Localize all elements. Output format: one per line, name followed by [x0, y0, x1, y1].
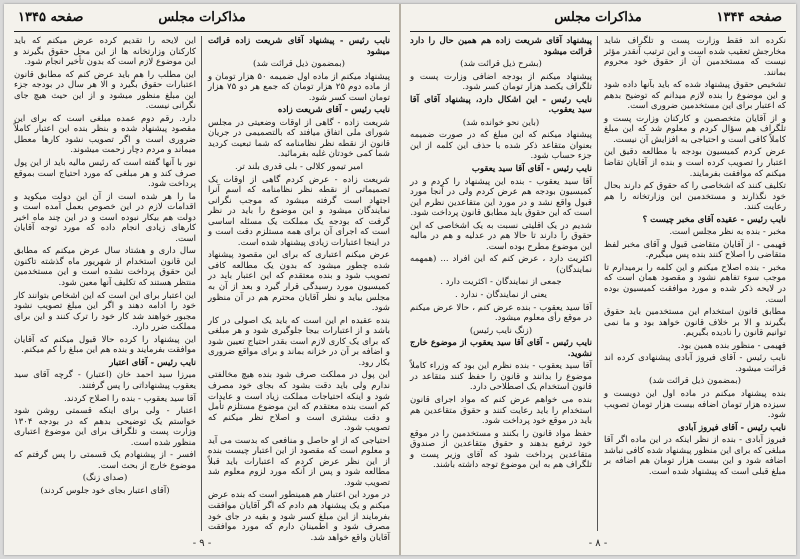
paragraph: فیروز آبادی - بنده از نظر اینکه در این ماده اگر آقا مبلغی که برای این منظور پیشنهاد شده کافی نباشد اضافه شود و این بیست هزار تومان هم اضافه بر مبلغ قبلی است که پیشنهاد شده است.	[604, 435, 786, 477]
centered-note: (بشرح ذیل قرائت شد)	[460, 59, 542, 70]
paragraph: میرزا سید احمد خان (اعتبار) - گرچه آقای سید یعقوب پیشنهاداتی را پس گرفتند.	[14, 370, 196, 391]
paragraph: نور با آنها گفته است که رئیس مالیه باید از این پول صرف کند و هر مبلغی که مورد احتیاج است بموقع پرداخت شود.	[14, 158, 196, 190]
speaker-line: نایب رئیس - آقای آقا سید یعقوب	[471, 164, 592, 175]
paragraph: این مطلب را هم باید عرض کنم که مطابق قانون اعتبارات حقوق بگیرد و الا هر سال در بودجه جزء این مبلغ منظور میشود و از این حیث هیچ جای نگرانی نیست.	[14, 69, 196, 112]
right-page-number-label: صفحه ۱۳۴۴	[716, 10, 782, 25]
paragraph: آقا سید یعقوب - بنده را اصلاح کردند.	[63, 393, 196, 404]
left-page-footer-number: - ۹ -	[192, 538, 212, 549]
paragraph: پیشنهاد میکنم که این مبلغ که در صورت ضمیمه بعنوان متقاعد ذکر شده با حذف این کلمه از این جزء حساب شود.	[410, 130, 592, 162]
paragraph: عرض میکنم اعتباری که برای این مقصود پیشنهاد شده چطور میشود که بدون یک مطالعه کافی تصویب شود و بنده معتقدم که این اعتبار باید در کمیسیون مورد رسیدگی قرار گیرد و بعد از آن به مجلس بیاید و نظر آقایان محترم هم در آن منظور شود.	[208, 250, 390, 314]
paragraph: اکثریت دارد ، عرض کنم که این افراد ... (همهمه نمایندگان)	[410, 254, 592, 275]
paragraph: شریعت زاده - عرض کردم گاهی از اوقات یک تصمیماتی از نقطه نظر نظامنامه که اسم آنرا اجتهاد است گرفته میشود که موجب نگرانی نمایندگان میشود و این موضوع را باید در نظر گرفت که بودجه یک مملکت یک مسئله اساسی است که اجرای آن برای همه مستلزم دقت است و در اینجا اعتبارات زیادی پیشنهاد شده است.	[208, 174, 390, 248]
speaker-line: نایب رئیس - پیشنهاد آقای شریعت زاده قرائت میشود	[208, 36, 390, 57]
paragraph: تکلیف کنند که اشخاصی را که حقوق کم دارند بحال خود نگذارند و مستخدمین این وزارتخانه را هم رعایت کنند.	[604, 181, 786, 213]
centered-note: (بمضمون ذیل قرائت شد)	[649, 376, 741, 387]
paragraph: عرض کردم کمیسیون بودجه با مطالعه دقیق این اعتبار را تصویب کرده است و بنده از آقایان تقاضا میکنم که موافقت بفرمایند.	[604, 147, 786, 179]
speaker-line: نایب رئیس - این اشکال دارد، پیشنهاد آقای آقا سید یعقوب.	[410, 94, 592, 116]
paragraph: ما را هر شده است از آن این دولت میکوید و اقدامات لازم در این خصوص بعمل آمده است و دولت هم بیکار نبوده است و در این چند ماه اخیر کارهای زیادی انجام داده که مورد توجه آقایان است.	[14, 191, 196, 244]
paragraph: بنده می خواهم عرض کنم که مواد اجرای قانون استخدام را باید رعایت کنند و حقوق متقاعدین هم باید در موقع خود پرداخت شود.	[410, 394, 592, 427]
centered-note: (زنگ نایب رئیس)	[469, 325, 533, 336]
left-page-number-label: صفحه ۱۳۴۵	[18, 10, 84, 25]
book-spread	[4, 4, 796, 555]
centered-note: امیر تیمور کلالی - بلی قدری بلند تر.	[235, 162, 363, 173]
paragraph: این اعتبار برای این است که این اشخاص بتوانند کار خود را ادامه دهند و اگر این مبلغ تصویب نشود مجبور خواهند شد کار خود را ترک کنند و این برای مملکت ضرر دارد.	[14, 290, 196, 333]
left-header-rule	[14, 31, 390, 32]
paragraph: این لایحه را تقدیم کرده عرض میکنم که باید کارکنان وزارتخانه ها از این محل حقوق بگیرند و این موضوع لازم است که بدون تأخیر انجام شود.	[14, 36, 196, 68]
left-page-header	[18, 10, 386, 30]
speaker-line: نایب رئیس - آقای شریعت زاده	[277, 105, 390, 116]
paragraph: بنده پیشنهاد میکنم در ماده اول این دویست و سیزده هزار تومان اضافه بیست هزار تومان تصویب شود.	[604, 388, 786, 421]
right-page-left-column	[410, 36, 592, 531]
paragraph: نکرده اند فقط وزارت پست و تلگراف شاید مخارجش تعقیب شده است و این ترتیب آنقدر مؤثر نیست که مستخدمین آن از حقوق خود محروم بمانند.	[604, 36, 786, 78]
speaker-line: نایب رئیس - آقای اعتبار	[109, 357, 196, 368]
paragraph: اعتبار - ولی برای اینکه قسمتی روشن شود خواستم یک توضیحی بدهم که در بودجه ۱۳۰۴ وزارت پست و تلگراف برای این موضوع اعتباری منظور شده است.	[14, 406, 196, 448]
right-page	[400, 4, 796, 555]
left-column-divider	[201, 36, 202, 531]
right-column-divider	[597, 36, 598, 531]
centered-note: (بمضمون ذیل قرائت شد)	[253, 59, 345, 70]
paragraph: فهیمی - از آقایان متقاضی قبول و آقای مخبر لفظ متقاضی را اصلاح کنند بنده پس میگیرم.	[604, 239, 786, 261]
left-page-right-column	[208, 36, 390, 543]
paragraph: آقا سید یعقوب - بنده عرض کنم ، حالا عرض میکنم در موقع رأی معلوم میشود.	[410, 302, 592, 324]
paragraph: آقا سید یعقوب - بنده نظرم این بود که وزراء کاملاً موضوع را بدانند و قانون را حفظ کنند متقاعد در قانون استخدام یک اصطلاحی دارد.	[410, 361, 592, 393]
paragraph: در مورد این اعتبار هم همینطور است که بنده عرض میکنم و یک پیشنهاد هم دادم که اگر آقایان موافقت بفرمایند از این مبلغ کسر شود و بقیه در جای خود مصرف شود و اطمینان دارم که مورد موافقت آقایان واقع خواهد شد.	[208, 490, 390, 543]
centered-note: (باین نحو خوانده شد)	[462, 117, 540, 128]
paragraph: حفظ مواد قانون را بکنند و مستخدمین را در موقع خود ترفیع بدهند و حقوق متقاعدین از صندوق متقاعدین پرداخت شود که آقای وزیر پست و تلگراف هم به این موضوع توجه داشته باشند.	[410, 428, 592, 471]
centered-note: جمعی از نمایندگان - اکثریت دارد .	[440, 277, 562, 288]
right-header-rule	[410, 31, 786, 32]
paragraph: این پیشنهاد را کرده حالا قبول میکنم که آقایان موافقت بفرمایند و بنده هم این مبلغ را کم میکنم.	[14, 334, 196, 356]
paragraph: تشخیص حقوق پیشنهاد شده که باید بآنها داده شود و این موضوع را بنده لازم میدانم که توضیح بدهم که اعتبار برای این مستخدمین ضروری است.	[604, 80, 786, 112]
speaker-line: نایب رئیس - آقای فیروز آبادی	[678, 422, 786, 433]
paragraph: شریعت زاده - گاهی از اوقات وضعیتی در مجلس شورای ملی اتفاق میافتد که بالتصمیمی در جریان قانون از نقطه نظر نظامنامه که شما تبعیت کردید شما کمی خودتان غلبه بفرمائید.	[208, 117, 390, 160]
right-page-footer-number: - ۸ -	[588, 538, 608, 549]
paragraph: مطابق قانون استخدام این مستخدمین باید حقوق بگیرند و الا بر خلاف قانون خواهد بود و ما نمی توانیم قانون را نادیده بگیریم.	[604, 307, 786, 339]
paragraph: پیشنهاد میکنم از بودجه اضافی وزارت پست و تلگراف یکصد هزار تومان کسر شود.	[410, 71, 592, 93]
centered-note: یعنی از نمایندگان - ندارد .	[455, 290, 547, 301]
paragraph: مخبر - بنده به نظر مجلس است.	[669, 227, 786, 238]
left-page	[4, 4, 400, 555]
right-page-header	[414, 10, 782, 30]
paragraph: احتیاجی که از او حاصل و منافعی که بدست می آید و معلوم است که مقصود از این اعتبار چیست بنده از این نظر عرض کردم که اعتبارات باید قبلاً مطالعه شود و پس از آنکه مورد لزوم معلوم شد تصویب شود.	[208, 435, 390, 488]
paragraph: سال داری و هشتاد سال عرض میکنم که مطابق این قانون استخدام از شهریور ماه گذشته تاکنون این حقوق پرداخت نشده است و این مستخدمین منتظر هستند که تکلیف آنها معین شود.	[14, 246, 196, 289]
right-page-title: مذاکرات مجلس	[554, 10, 642, 25]
paragraph: دارد. رقم دوم عمده مبلغی است که برای این مقصود پیشنهاد شده و بنظر بنده این اعتبار کاملاً ضروری است و اگر تصویب نشود کارها معطل میماند و مردم دچار زحمت میشوند.	[14, 113, 196, 156]
speaker-line: نایب رئیس - عقیده آقای مخبر چیست ؟	[642, 214, 786, 225]
speaker-line: نایب رئیس - آقای آقا سید یعقوب از موضوع خارج نشوید.	[410, 338, 592, 359]
paragraph: آقا سید یعقوب - بنده این پیشنهاد را کردم و در کمیسیون بودجه هم عرض کردم ولی در آنجا مورد قبول واقع نشد و در مورد این متقاعدین نظرم این است که این حقوق باید مطابق قانون پرداخت شود.	[410, 176, 592, 219]
paragraph: و از آقایان متخصصین و کارکنان وزارت پست و تلگراف هم سؤال کردم و معلوم شد که این مبلغ کاملاً کافی است و احتیاجی به افزایش آن نیست.	[604, 113, 786, 145]
speaker-line: پیشنهاد آقای شریعت زاده هم همین حال را دارد قرائت میشود	[410, 36, 592, 57]
left-page-left-column	[14, 36, 196, 531]
left-page-title: مذاکرات مجلس	[158, 10, 246, 25]
centered-note: (آقای اعتبار بجای خود جلوس کردند)	[40, 485, 170, 496]
paragraph: شدیم در یک اقلیتی نسبت به یک اشخاصی که این حقوق را دارند تا حالا هم در عدلیه و هم در مالیه این موضوع مطرح بوده است.	[410, 220, 592, 252]
paragraph: پیشنهاد میکنم از ماده اول ضمیمه ۵۰ هزار تومان و از ماده دوم ۲۵ هزار تومان که جمع هر دو ۷۵ هزار تومان است کسر شود.	[208, 71, 390, 103]
centered-note: (صدای زنگ)	[82, 473, 128, 484]
paragraph: افسر - از پیشنهادم یک قسمتی را پس گرفتم که موضوع خارج از بحث است.	[14, 450, 196, 471]
paragraph: این پول در مملکت صرف شود بنده هیچ مخالفتی ندارم ولی باید دقت بشود که بجای خود مصرف شود و اینکه احتیاجات مملکت زیاد است و عایدات کم است بنده معتقدم که این موضوع مستلزم تأمل و دقت بیشتری است و اصلاح نظر میکنم که تصویب شود.	[208, 370, 390, 434]
paragraph: بنده عقیده ام این است که باید یک اصولی در کار باشد و از اعتبارات بیجا جلوگیری شود و هر مبلغی که برای یک کاری لازم است بقدر احتیاج تعیین شود و اضافه بر آن در خزانه بماند و برای مواقع ضروری بکار رود.	[208, 315, 390, 368]
paragraph: نایب رئیس - آقای فیروز آبادی پیشنهادی کرده اند قرائت میشود.	[604, 353, 786, 374]
paragraph: مخبر - بنده اصلاح میکنم و این کلمه را برمیدارم تا موجب سوء تفاهم نشود و مقصود همان است که در لایحه ذکر شده و مورد موافقت کمیسیون بوده است.	[604, 262, 786, 305]
right-page-right-column	[604, 36, 786, 531]
paragraph: فهیمی - منظور بنده همین بود.	[677, 340, 786, 351]
